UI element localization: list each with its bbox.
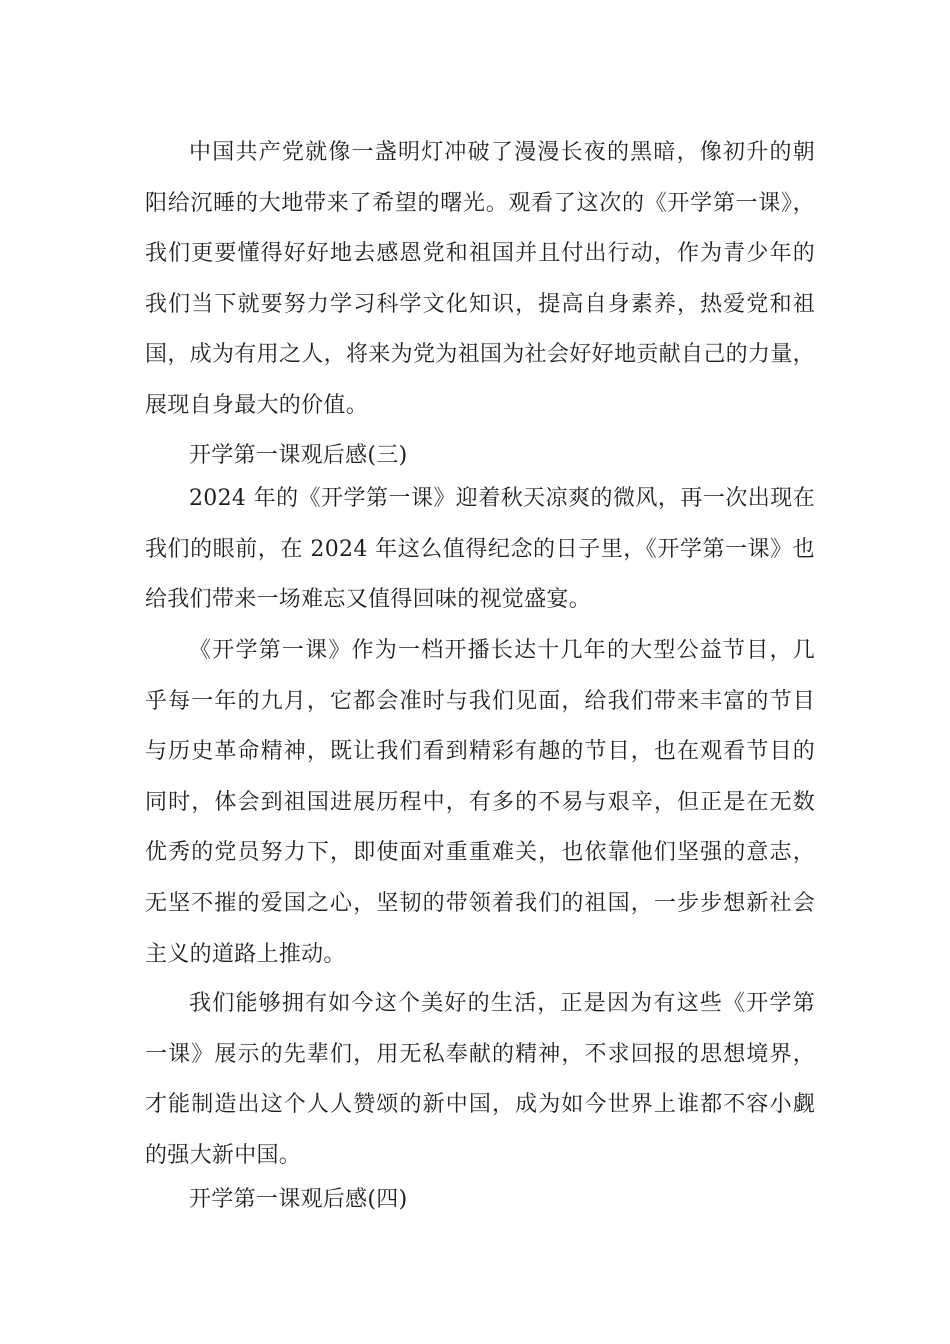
text-line: 与历史革命精神，既让我们看到精彩有趣的节目，也在观看节目的 xyxy=(145,739,815,765)
text-line: 我们更要懂得好好地去感恩党和祖国并且付出行动，作为青少年的 xyxy=(145,241,815,267)
text-line: 阳给沉睡的大地带来了希望的曙光。观看了这次的《开学第一课》， xyxy=(145,190,815,216)
text-line: 我们能够拥有如今这个美好的生活，正是因为有这些《开学第 xyxy=(189,991,815,1016)
text-line: 我们的眼前，在 2024 年这么值得纪念的日子里，《开学第一课》也 xyxy=(145,536,815,562)
text-line: 展现自身最大的价值。 xyxy=(145,392,369,418)
section-title: 开学第一课观后感(四) xyxy=(189,1187,408,1212)
text-line: 优秀的党员努力下，即使面对重重难关，也依靠他们坚强的意志， xyxy=(145,840,815,866)
text-line: 乎每一年的九月，它都会准时与我们见面，给我们带来丰富的节目 xyxy=(145,688,815,714)
paragraph-new-china xyxy=(145,979,815,1181)
text-line: 《开学第一课》作为一档开播长达十几年的大型公益节目，几 xyxy=(189,638,815,663)
text-line: 我们当下就要努力学习科学文化知识，提高自身素养，热爱党和祖 xyxy=(145,291,815,317)
text-line: 中国共产党就像一盏明灯冲破了漫漫长夜的黑暗，像初升的朝 xyxy=(189,140,815,165)
text-line: 一课》展示的先辈们，用无私奉献的精神，不求回报的思想境界， xyxy=(145,1041,815,1067)
text-line: 无坚不摧的爱国之心，坚韧的带领着我们的祖国，一步步想新社会 xyxy=(145,890,815,916)
section-heading-four xyxy=(145,1175,815,1226)
paragraph-program-history xyxy=(145,626,815,980)
text-line: 2024 年的《开学第一课》迎着秋天凉爽的微风，再一次出现在 xyxy=(189,486,815,511)
text-line: 国，成为有用之人，将来为党为祖国为社会好好地贡献自己的力量， xyxy=(145,342,815,368)
text-line: 才能制造出这个人人赞颂的新中国，成为如今世界上谁都不容小觑 xyxy=(145,1092,815,1118)
text-line: 的强大新中国。 xyxy=(145,1142,302,1168)
section-title: 开学第一课观后感(三) xyxy=(189,443,408,468)
text-line: 主义的道路上推动。 xyxy=(145,941,346,967)
text-line: 同时，体会到祖国进展历程中，有多的不易与艰辛，但正是在无数 xyxy=(145,789,815,815)
text-line: 给我们带来一场难忘又值得回味的视觉盛宴。 xyxy=(145,587,592,613)
paragraph-2024-broadcast xyxy=(145,474,815,626)
paragraph-party-light xyxy=(145,128,815,432)
